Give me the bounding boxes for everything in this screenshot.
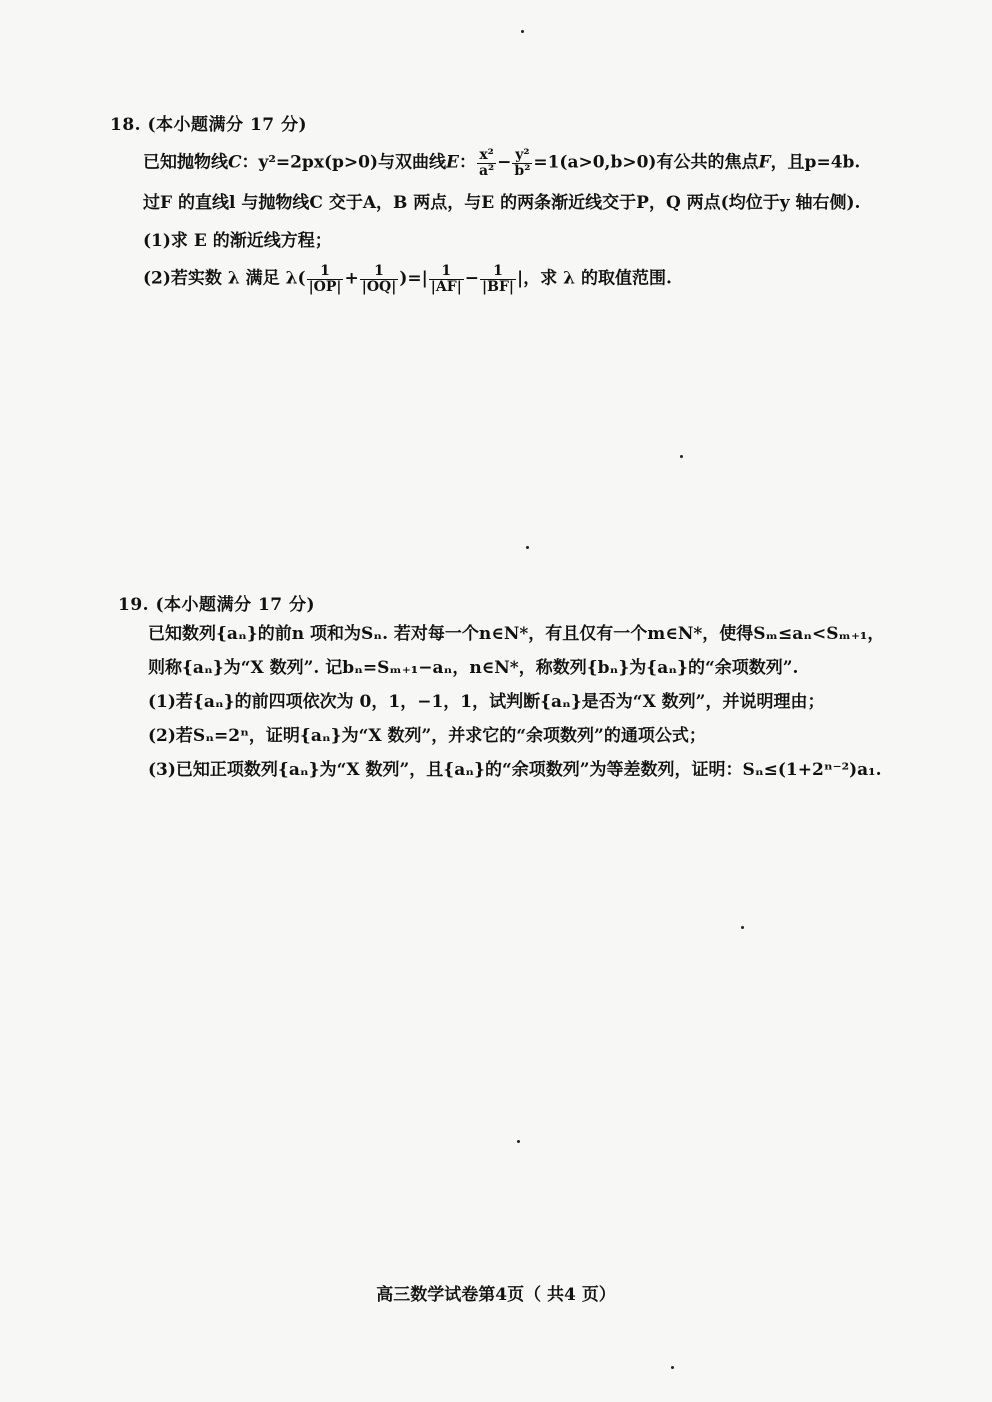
q18-part2-a: (2)若实数 λ 满足 λ( <box>143 268 306 289</box>
scan-speck <box>671 1366 674 1369</box>
q18-line1-d: E <box>446 152 459 173</box>
q18-line2: 过F 的直线l 与抛物线C 交于A，B 两点，与E 的两条渐近线交于P，Q 两点(均位于y 轴右侧). <box>143 193 861 213</box>
page-footer: 高三数学试卷第4页（ 共4 页） <box>376 1285 616 1305</box>
f2-denominator: |OQ| <box>361 278 397 295</box>
q18-line1-c: ：y²=2px(p>0)与双曲线 <box>241 152 446 173</box>
q18-part2-b: )=| <box>399 268 428 289</box>
frac-one-over-af <box>429 264 464 294</box>
q18-title: 18. (本小题满分 17 分) <box>110 115 308 135</box>
f2-numerator: 1 <box>360 264 399 280</box>
q18-part2-c: |，求 λ 的取值范围. <box>517 268 672 289</box>
q19-part3: (3)已知正项数列{aₙ}为“X 数列”，且{aₙ}的“余项数列”为等差数列，证明：Sₙ≤(1+2ⁿ⁻²)a₁. <box>148 760 882 780</box>
frac2-numerator: y² <box>512 148 532 164</box>
f3-numerator: 1 <box>429 264 464 280</box>
frac1-denominator: a² <box>478 162 495 179</box>
q18-line1-g: =1(a>0,b>0)有公共的焦点 <box>533 152 759 173</box>
q18-line1-a: 已知抛物线 <box>143 152 228 173</box>
frac-one-over-oq <box>360 264 399 294</box>
q19-part2: (2)若Sₙ=2ⁿ，证明{aₙ}为“X 数列”，并求它的“余项数列”的通项公式； <box>148 726 706 746</box>
q18-line1-i: ，且p=4b. <box>770 152 861 173</box>
q18-line1-h: F <box>758 152 771 173</box>
q19-title: 19. (本小题满分 17 分) <box>118 595 316 615</box>
hyperbola-y-fraction <box>512 148 532 178</box>
q18-part1: (1)求 E 的渐近线方程； <box>143 231 332 251</box>
frac-one-over-bf <box>480 264 516 294</box>
scan-speck <box>517 1140 520 1143</box>
q18-line1 <box>143 148 860 178</box>
q19-line2: 则称{aₙ}为“X 数列”. 记bₙ=Sₘ₊₁−aₙ，n∈N*，称数列{bₙ}为{aₙ}的“余项数列”. <box>148 658 799 678</box>
q18-line1-e: ： <box>458 152 476 173</box>
scan-speck <box>741 926 744 929</box>
f1-numerator: 1 <box>307 264 344 280</box>
q18-part2 <box>143 264 672 294</box>
q19-part1: (1)若{aₙ}的前四项依次为 0，1，−1，1，试判断{aₙ}是否为“X 数列”，并说明理由； <box>148 692 825 712</box>
scan-speck <box>521 30 524 33</box>
scan-speck <box>680 455 683 458</box>
q18-part2-minus: − <box>464 268 480 289</box>
frac2-denominator: b² <box>514 162 531 179</box>
f3-denominator: |AF| <box>430 278 462 295</box>
f1-denominator: |OP| <box>308 278 342 295</box>
f4-numerator: 1 <box>480 264 516 280</box>
q18-line1-b: C <box>228 152 242 173</box>
f4-denominator: |BF| <box>482 278 515 295</box>
q19-line1: 已知数列{aₙ}的前n 项和为Sₙ. 若对每一个n∈N*，有且仅有一个m∈N*，使得Sₘ≤aₙ<Sₘ₊₁， <box>148 624 885 644</box>
q18-part2-plus: + <box>344 268 359 289</box>
scan-speck <box>526 546 529 549</box>
frac-one-over-op <box>307 264 344 294</box>
frac1-numerator: x² <box>477 148 496 164</box>
hyperbola-x-fraction <box>477 148 496 178</box>
q18-line1-f: − <box>497 152 512 173</box>
